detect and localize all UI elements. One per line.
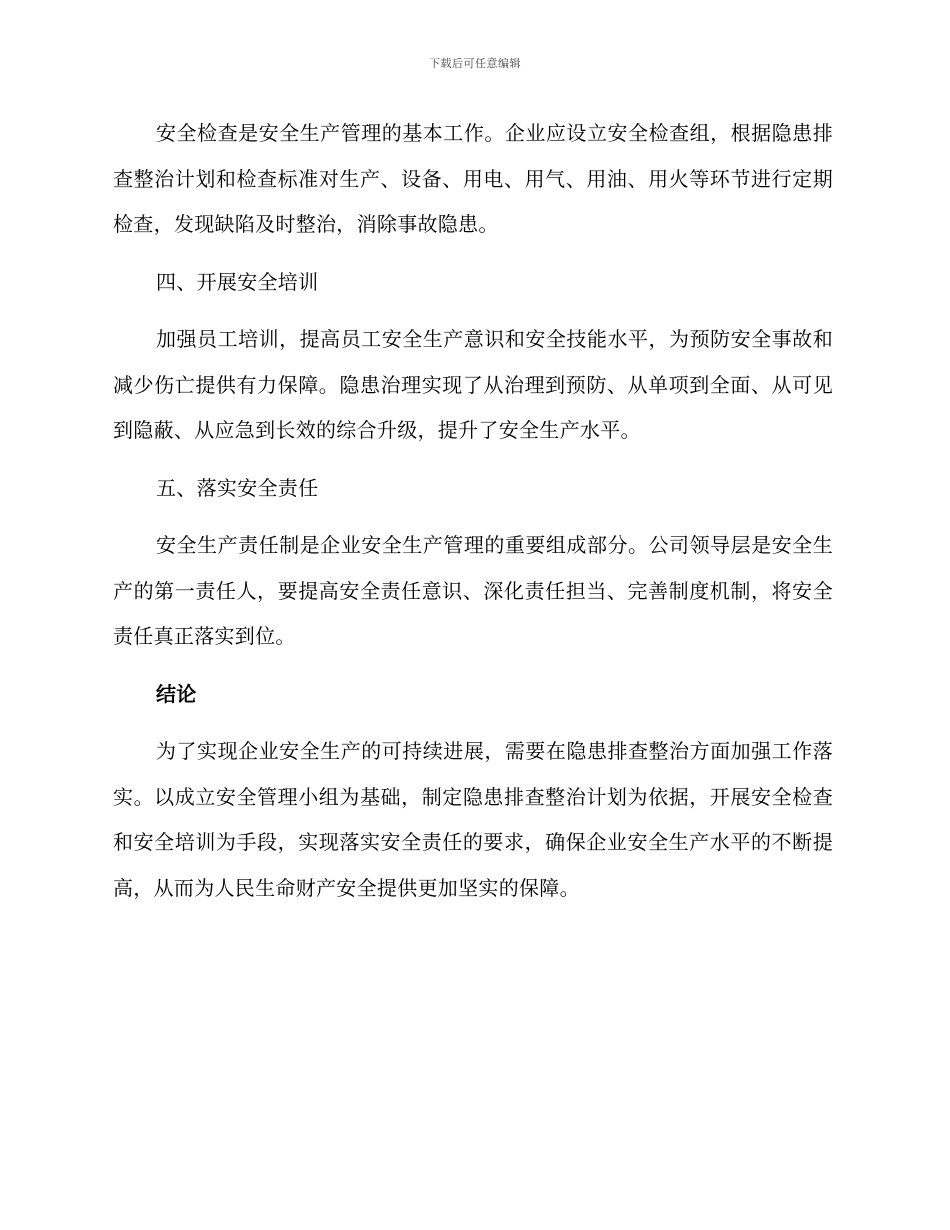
heading-conclusion: 结论 [156,681,197,706]
paragraph-safety-inspection: 安全检查是安全生产管理的基本工作。企业应设立安全检查组，根据隐患排查整治计划和检查标准对生产、设备、用电、用气、用油、用火等环节进行定期检查，发现缺陷及时整治，消除事故隐患。 [113,121,833,236]
paragraph-responsibility-system: 安全生产责任制是企业安全生产管理的重要组成部分。公司领导层是安全生产的第一责任人，要提高安全责任意识、深化责任担当、完善制度机制，将安全责任真正落实到位。 [113,533,833,648]
header-note: 下载后可任意编辑 [429,57,521,70]
heading-safety-training: 四、开展安全培训 [156,269,319,294]
heading-safety-responsibility: 五、落实安全责任 [156,475,319,500]
document-body [113,111,833,923]
paragraph-staff-training: 加强员工培训，提高员工安全生产意识和安全技能水平，为预防安全事故和减少伤亡提供有力保障。隐患治理实现了从治理到预防、从单项到全面、从可见到隐蔽、从应急到长效的综合升级，提升了安全生产水平。 [113,327,833,442]
paragraph-conclusion: 为了实现企业安全生产的可持续进展，需要在隐患排查整治方面加强工作落实。以成立安全管理小组为基础，制定隐患排查整治计划为依据，开展安全检查和安全培训为手段，实现落实安全责任的要求，确保企业安全生产水平的不断提高，从而为人民生命财产安全提供更加坚实的保障。 [113,739,833,900]
